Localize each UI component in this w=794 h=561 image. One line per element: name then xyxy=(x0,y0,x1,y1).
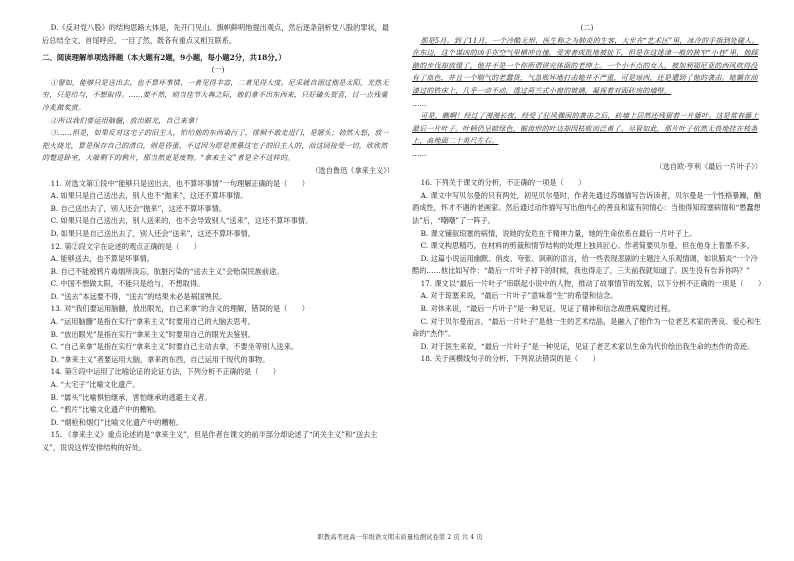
passage-paragraph: ①譬如，能够只是送出去，也不算坏事情，一者见得丰富，二者见得大度。尼采就自诩过他是太阳，光热无穷，只是给与，不想取得。……要不然，则当佳节大典之际，他们拿不出东西来，只好磕头贺喜，讨一点残羹冷炙做奖赏。 xyxy=(42,78,389,112)
passage-paragraph: ③……但是，如果反对这宅子的旧主人，怕给他的东西染污了，徘徊不敢走进门，是孱头；勃然大怒，放一把火烧光，算是保存自己的清白，则是昏蛋。不过因为原是羡慕这宅子的旧主人的，而这回接受一切，欣欣然的蹩进卧室，大吸剩下的鸦片，那当然更是废物。“拿来主义”者是全不这样的。 xyxy=(42,129,389,163)
option-a: A. 能够送去，也不算是坏事情。 xyxy=(50,254,154,264)
ellipsis: …… xyxy=(412,148,427,158)
option-a: A. “大宅子”比喻文化遗产。 xyxy=(50,380,140,390)
question-stem: 12. 第②段文字在论述的观点正确的是（ ） xyxy=(50,241,201,251)
passage-number: (一) xyxy=(211,65,225,75)
option-c: C. “鸦片”比喻文化遗产中的糟粕。 xyxy=(50,405,162,415)
option-b: B. 自己不能被鸦片毒烟所淡忘，肮脏污染的“送去主义”会贻误民族前途。 xyxy=(50,266,284,276)
question-stem: 17. 课文以“最后一片叶子”串联起小说中的人物，推动了故事情节的发展，以下分析不正确的一项是（ ） xyxy=(420,278,766,288)
question-stem: 13. 对“我们要运用脑髓，放出眼光，自己来拿”的含义的理解，错误的是（ ） xyxy=(50,304,309,314)
option-d: D. 对于医生来说，“最后一片叶子”是一种见证，见证了老艺术家以生命为代价绘出我生命的杰作的奇迹。 xyxy=(420,341,755,351)
question-stem: 16. 下列关于课文的分析，不正确的一项是（ ） xyxy=(420,178,586,188)
option-c: C. 课文构思精巧，在材料的剪裁和情节结构的处理上独具匠心。作者简要贝尔曼，但在他身上着墨不多。 xyxy=(420,241,754,251)
option-d: D. “烟枪和烟灯”比喻文化遗产中的糟粕。 xyxy=(50,417,184,427)
option-d: D. “送去”本远要不得，“送去”的结果未必是祸国殃民。 xyxy=(50,291,227,301)
question-stem: 18. 关于画横线句子的分析，下列说法错误的是（ ） xyxy=(420,354,600,364)
option-b: B. “孱头”比喻惧怕继承，害怕继承的逃避主义者。 xyxy=(50,392,212,402)
left-column xyxy=(42,22,394,455)
question-stem: 11. 对选文第①段中“能够只是送出去，也不算坏事情”一句理解正确的是（ ） xyxy=(50,178,309,188)
ellipsis: …… xyxy=(412,98,427,108)
question-stem: 15. 《拿来主义》重点论述的是“拿来主义”，但是作者在课文的前半部分却论述了“闭关主义”和“送去主义”，说说这样安排结构的好处。 xyxy=(42,430,378,452)
option-a: A. 课文中写贝尔曼的只有两处，初见贝尔曼时，作者先通过苏珈描写告诉读者，贝尔曼是一个性格暴躁，酗酒成性，怀才不遇的老画家。然后通过动作描写写出他内心的善良和富有同情心：当他得知琼塞病情和“愚蠢想法”后，“嘲嘲”了一阵子。 xyxy=(412,190,762,225)
passage-source: （选自欧·亨利《最后一片叶子》） xyxy=(655,161,762,171)
option-b: B. 自己送出去了，别人还会“抛来”，这还不算坏事情。 xyxy=(50,203,226,213)
option-d: D. “拿来主义”者要运用大脑，拿来的东西，自己运用于现代的事物。 xyxy=(50,354,270,364)
question-option-d-prev: D.《反对党八股》的结构思路大体是，先开门见山、旗帜鲜明地提出观点，然后逐条剖析党八股的罪状，最后总结全文，首尾呼应，一目了然，既各有重点又相互联系。 xyxy=(42,23,390,45)
option-a: A. 对于琼塞来说，“最后一片叶子”意味着“生”的希望和信念。 xyxy=(420,291,618,301)
passage-paragraph: 那是5月。到了11月，一个冷酷无形、医生称之为肺炎的生客，大步在“艺术区”里，冰冷的手指到处碰人。在东边，这个谋凶的凶手在空气里横冲直撞，受害者成批地被扯下，但是在这迷津一般的狭窄“小巷”里，他踩踏的步伐却放缓了。他并不是一个你所谓讲究体面的老绅士。一个小不点的女人，被加利福尼亚的西风吹得没有了血色，并且一个喘气的老蠢货，气急败坏地打击她并不严重，可是琼西，还是遭到了他的袭击。她躺在油漆过的铁床上，几乎一动不动，透过荷兰式小窗的玻璃，凝视着对面砖房的墙壁。 xyxy=(412,36,759,95)
passage-number: (二) xyxy=(580,23,594,32)
option-c: C. “自己来拿”是指在实行“拿来主义”时要自己主动去拿，不要坐等别人送来。 xyxy=(50,342,298,352)
option-c: C. 对于贝尔曼而言，“最后一片叶子”是他一生的艺术结晶，是融入了他作为一位老艺术家的善良、爱心和生命的“杰作”。 xyxy=(412,316,762,339)
page-footer: 职教高考班高一年级语文期末质量检测试卷第 2 页 共 4 页 xyxy=(317,533,483,541)
option-d: D. 这篇小说运用幽默、俏皮、夸张、讽刺的语言，给一些表现悲剧的主题注入乐观情调，如说肺炎“一个冷酷的……他比如写作：“最后一片叶子掉下的时候，我也得走了，三天前我就知道了。医生没有告诉你吗？” xyxy=(412,253,758,276)
passage-paragraph: 可是，瞧啊！经过了漫漫长夜，经受了狂风骤雨的袭击之后，砖墙上居然还残留着一片藤叶。这是常春藤上最后一片叶子。叶柄仍呈暗绿色，锯齿形的叶边却因枯败而泛黄了。尽管如此，那片叶子依然无畏地挂在枝条上，高地面二十英尺左右。 xyxy=(412,112,759,146)
option-c: C. 中国不想做太阳，不能只是给与，不想取得。 xyxy=(50,279,205,289)
option-b: B. “放出眼光”是指在实行“拿来主义”时要用自己的眼光去鉴别。 xyxy=(50,329,255,339)
question-stem: 14. 第③段中运用了比喻论证的论证方法，下列分析不正确的是（ ） xyxy=(50,367,280,377)
right-column xyxy=(412,22,766,366)
section-title: 二、阅读理解单项选择题（本大题有2题，9小题，每小题2分，共18分。） xyxy=(42,53,286,63)
option-b: B. 课文铺叙琼塞的病情，说她的安危在于精神力量，她的生命依系在最后一片叶子上。 xyxy=(420,228,697,238)
passage-source: （选自鲁迅《拿来主义》） xyxy=(311,165,394,175)
option-b: B. 对休来说，“最后一片叶子”是一种见证，见证了精神和信念战胜病魔的过程。 xyxy=(420,304,676,314)
option-a: A. 如果只是自己送出去，别人也不“抛来”，这还不算坏事情。 xyxy=(50,191,248,201)
passage-paragraph: ②所以我们要运用脑髓，放出眼光，自己来拿！ xyxy=(50,116,202,125)
option-a: A. “运用脑髓”是指在实行“拿来主义”时要用自己的大脑去思考。 xyxy=(50,317,255,327)
option-c: C. 如果只是自己送出去，别人送来的，也不会导致别人“送来”，这还不算坏事情。 xyxy=(50,216,313,226)
option-d: D. 如果只是自己送出去了，别人还会“送来”，这还不算坏事情。 xyxy=(50,228,255,238)
